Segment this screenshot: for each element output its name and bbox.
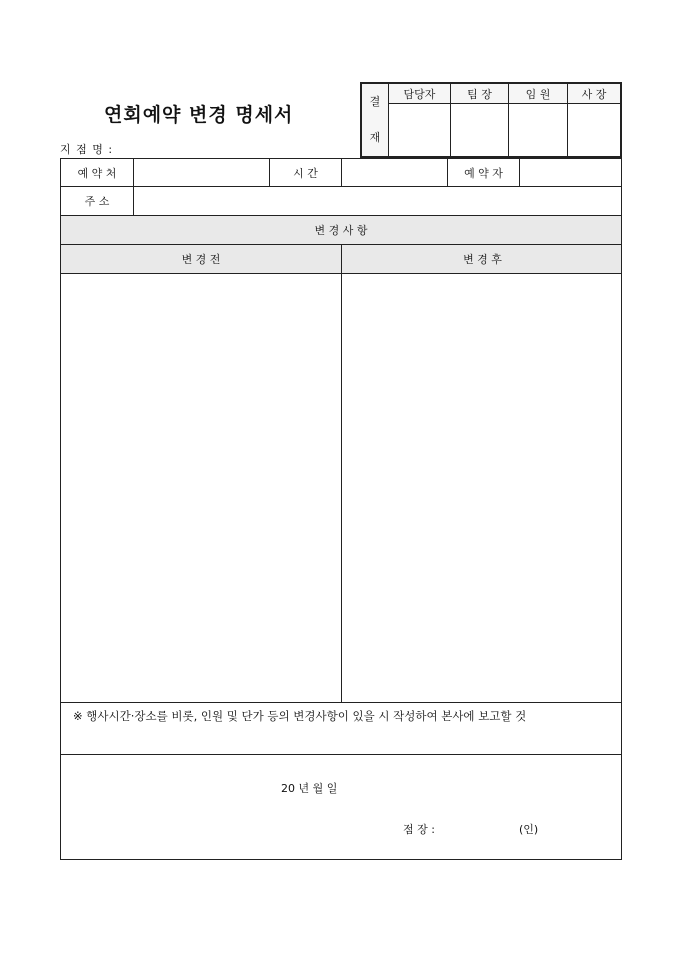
approval-col-staff: 담당자 <box>389 84 451 104</box>
note-text: ※ 행사시간·장소를 비롯, 인원 및 단가 등의 변경사항이 있을 시 작성하여 본사에 보고할 것 <box>73 709 527 723</box>
before-change-area[interactable] <box>61 274 341 702</box>
approval-col-team-leader: 팀 장 <box>451 84 509 104</box>
reservation-place-field[interactable] <box>133 159 269 186</box>
time-label: 시 간 <box>269 159 341 186</box>
reservation-place-label: 예 약 처 <box>77 166 117 180</box>
approval-col-executive: 임 원 <box>509 84 568 104</box>
after-change-label: 변 경 후 <box>341 245 623 273</box>
address-field[interactable] <box>133 187 623 215</box>
date-line: 20 년 월 일 <box>281 782 338 795</box>
form-table <box>60 158 622 860</box>
approval-box <box>360 82 622 158</box>
before-change-label: 변 경 전 <box>181 253 221 266</box>
approval-sign-president[interactable] <box>568 104 621 157</box>
approval-sign-team-leader[interactable] <box>451 104 509 157</box>
changes-section-title: 변 경 사 항 <box>314 224 368 237</box>
changes-section-header <box>61 216 621 245</box>
document-title: 연회예약 변경 명세서 <box>104 104 294 126</box>
reserver-label: 예 약 자 <box>447 159 519 186</box>
approval-col-president: 사 장 <box>568 84 621 104</box>
changes-column-header <box>61 245 621 274</box>
approval-sign-executive[interactable] <box>509 104 568 157</box>
reserver-field[interactable] <box>519 159 623 186</box>
approval-side-label-top: 결 <box>369 95 381 108</box>
seal-label: (인) <box>519 823 539 836</box>
note-row <box>61 703 621 755</box>
approval-side-label <box>362 84 389 157</box>
address-label: 주 소 <box>84 195 110 208</box>
after-change-area[interactable] <box>341 274 623 702</box>
time-field[interactable] <box>341 159 447 186</box>
approval-side-label-bottom: 재 <box>369 131 381 144</box>
changes-body-row <box>61 274 621 703</box>
info-row-address <box>61 187 621 216</box>
approval-sign-staff[interactable] <box>389 104 451 157</box>
info-row-reservation <box>61 159 621 187</box>
manager-label: 점 장 : <box>403 823 435 836</box>
branch-name-label: 지 점 명 : <box>60 143 114 156</box>
